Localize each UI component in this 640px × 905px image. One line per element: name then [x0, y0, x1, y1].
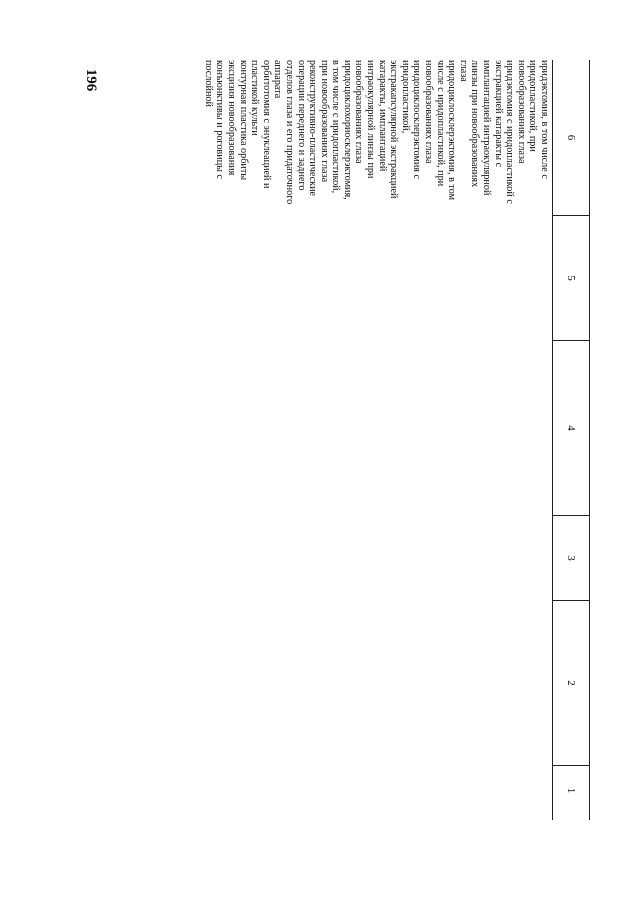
text-line: числе с иридопластикой, при [434, 60, 446, 187]
table-header-row [552, 60, 590, 820]
text-line: иридоциклосклерэктомия с [411, 60, 423, 180]
text-line: иридэктомия с иридопластикой с [504, 60, 516, 204]
header-cell-5: 5 [553, 215, 589, 340]
text-line: эксцизия новообразования [225, 60, 237, 176]
text-line: иридоциклосклерэктомия, в том [446, 60, 458, 201]
text-line: конъюнктивы и роговицы с [214, 60, 226, 180]
text-line: реконструктивно-пластические [307, 60, 319, 197]
text-line: контурная пластика орбиты [237, 60, 249, 181]
text-line: аппарата [272, 60, 284, 99]
text-line: пластикой культи [249, 60, 261, 136]
text-line: операции переднего и заднего [295, 60, 307, 191]
header-cell-1: 1 [553, 765, 589, 815]
header-cell-4: 4 [553, 340, 589, 515]
text-line: катаракты, имплантацией [376, 60, 388, 172]
text-line: в том числе с иридопластикой, [330, 60, 342, 194]
text-line: иридопластикой, при [527, 60, 539, 152]
text-line: новообразованиях глаза [515, 60, 527, 164]
rotated-table [110, 60, 590, 820]
text-line: интраокулярной линзы при [365, 60, 377, 179]
column-6-content [202, 60, 550, 520]
header-cell-6: 6 [565, 134, 577, 141]
text-line: имплантацией интраокулярной [481, 60, 493, 196]
text-line: отделов глаза и его придаточного [283, 60, 295, 205]
text-line: иридопластикой, [399, 60, 411, 134]
header-cell-3: 3 [553, 515, 589, 600]
text-line: послойной [202, 60, 214, 107]
text-line: иридоциклохориосклерэктомия, [341, 60, 353, 200]
text-line: при новообразованиях глаза [318, 60, 330, 183]
text-line: глаза [457, 60, 469, 82]
page-number: 196 [83, 68, 100, 92]
text-line: иридэктомия, в том числе с [539, 60, 550, 179]
text-line: орбитотомия с энуклеацией и [260, 60, 272, 189]
text-line: экстракцией катаракты с [492, 60, 504, 168]
text-line: экстракапсулярной экстракцией [388, 60, 400, 199]
text-line: новообразованиях глаза [353, 60, 365, 164]
text-line: линзы при новообразованиях [469, 60, 481, 188]
header-cell-2: 2 [553, 600, 589, 765]
text-line: новообразованиях глаза [423, 60, 435, 164]
